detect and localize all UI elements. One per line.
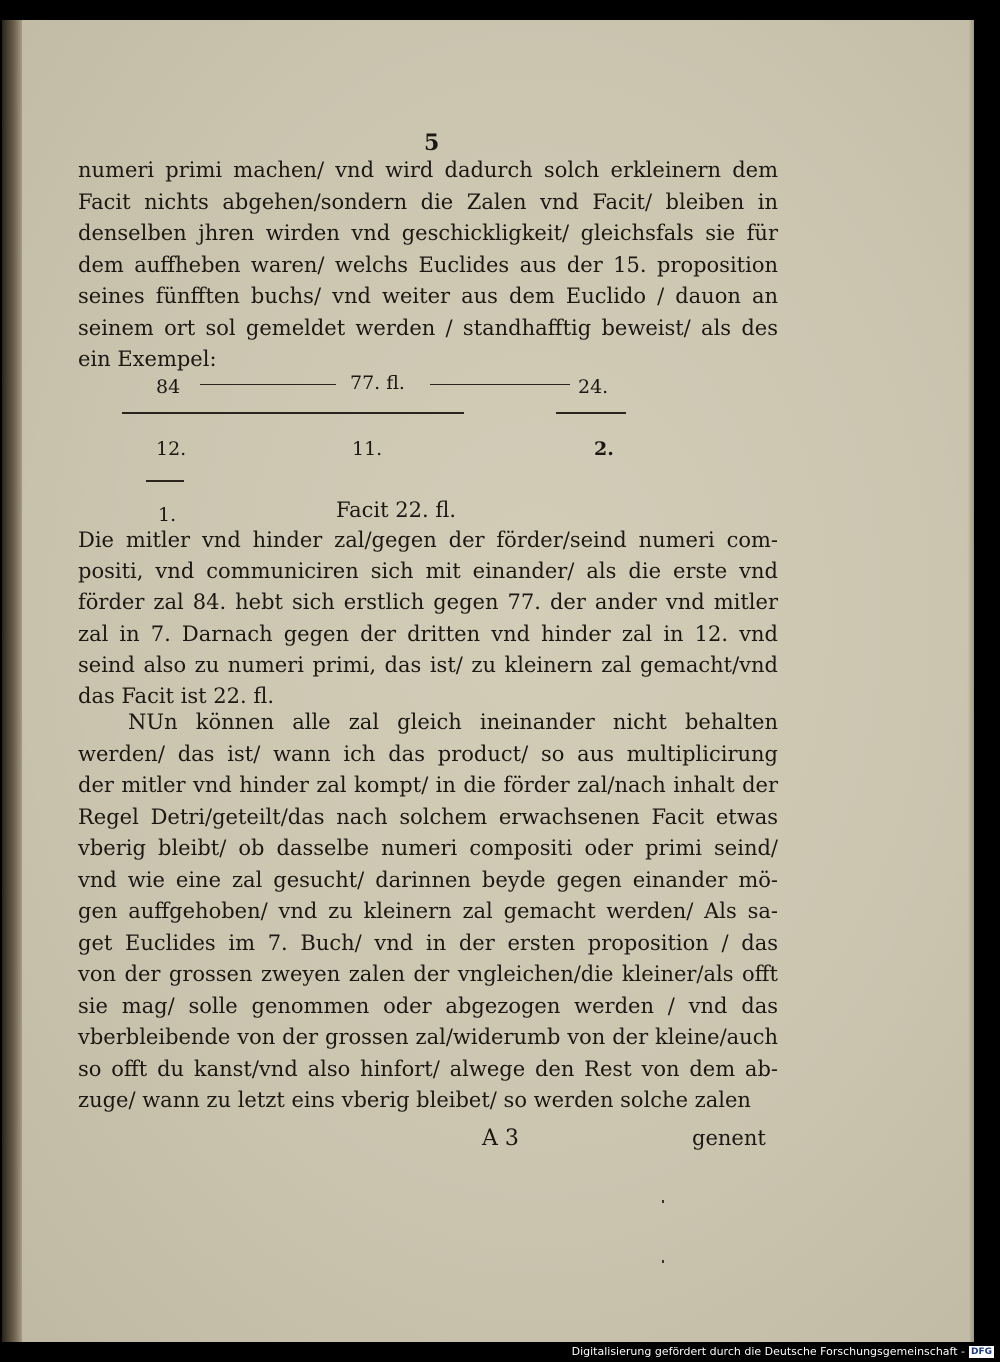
example-rule-1	[122, 412, 464, 414]
example-value-12: 12.	[156, 438, 187, 460]
example-value-84: 84	[156, 376, 181, 398]
text-line: von der grossen zweyen zalen der vngleichen/die kleiner/als offt	[78, 962, 778, 986]
example-rule-3	[146, 480, 184, 482]
example-value-11: 11.	[352, 438, 383, 460]
text-line: Die mitler vnd hinder zal/gegen der förder/seind numeri com-	[78, 528, 778, 552]
digitization-credit	[572, 1345, 994, 1358]
text-line: Regel Detri/geteilt/das nach solchem erwachsenen Facit etwas	[78, 804, 778, 829]
example-value-1: 1.	[158, 504, 177, 526]
book-page	[2, 20, 974, 1342]
text-line: gen auffgehoben/ vnd zu kleinern zal gemacht werden/ Als sa-	[78, 899, 778, 923]
example-value-24: 24.	[578, 376, 609, 398]
text-line: so offt du kanst/vnd also hinfort/ alwege den Rest von dem ab-	[78, 1056, 778, 1081]
text-line: seind also zu numeri primi, das ist/ zu kleinern zal gemacht/vnd	[78, 652, 778, 677]
dfg-logo: DFG	[970, 1346, 992, 1357]
paper-speck	[662, 1200, 664, 1203]
example-value-77: 77. fl.	[350, 372, 405, 394]
text-line: ein Exempel:	[78, 347, 217, 371]
text-line: vberbleibende von der grossen zal/widerumb von der kleine/auch	[78, 1025, 778, 1049]
text-line: Facit nichts abgehen/sondern die Zalen vnd Facit/ bleiben in	[78, 189, 778, 214]
example-value-2: 2.	[594, 438, 614, 460]
text-line: vnd wie eine zal gesucht/ darinnen beyde gegen einander mö-	[78, 867, 778, 892]
text-line: seinem ort sol gemeldet werden / standhafftig beweist/ als des	[78, 315, 778, 340]
text-line: seines fünfften buchs/ vnd weiter aus dem Euclido / dauon an	[78, 284, 778, 308]
text-line: sie mag/ solle genommen oder abgezogen werden / vnd das	[78, 993, 778, 1018]
text-line: positi, vnd communiciren sich mit einander/ als die erste vnd	[78, 559, 778, 584]
text-line: förder zal 84. hebt sich erstlich gegen 77. der ander vnd mitler	[78, 590, 778, 615]
text-line: dem auffheben waren/ welchs Euclides aus der 15. proposition	[78, 252, 778, 277]
text-line: das Facit ist 22. fl.	[78, 684, 275, 708]
text-line: zal in 7. Darnach gegen der dritten vnd hinder zal in 12. vnd	[78, 621, 778, 646]
text-line: vberig bleibt/ ob dasselbe numeri compositi oder primi seind/	[78, 836, 778, 860]
text-line: get Euclides im 7. Buch/ vnd in der ersten proposition / das	[78, 930, 778, 955]
signature-mark: A 3	[482, 1126, 519, 1151]
text-line: werden/ das ist/ wann ich das product/ so aus multiplicirung	[78, 741, 778, 766]
catchword: genent	[692, 1126, 766, 1150]
text-line: denselben jhren wirden vnd geschickligkeit/ gleichsfals sie für	[78, 221, 778, 245]
credit-text: Digitalisierung gefördert durch die Deutsche Forschungsgemeinschaft -	[571, 1345, 965, 1358]
paper-speck	[662, 1260, 664, 1263]
example-facit: Facit 22. fl.	[336, 498, 457, 522]
page-number: 5	[424, 130, 440, 156]
page-spine-shadow	[2, 20, 22, 1342]
text-line: der mitler vnd hinder zal kompt/ in die förder zal/nach inhalt der	[78, 773, 778, 797]
text-line: numeri primi machen/ vnd wird dadurch solch erkleinern dem	[78, 158, 778, 182]
text-line: zuge/ wann zu letzt eins vberig bleibet/ so werden solche zalen	[78, 1088, 751, 1112]
text-line: NUn können alle zal gleich ineinander nicht behalten	[128, 710, 778, 734]
page-edge	[968, 20, 974, 1342]
example-dash-line-1	[200, 384, 336, 385]
example-rule-2	[556, 412, 626, 414]
example-dash-line-2	[430, 384, 570, 385]
